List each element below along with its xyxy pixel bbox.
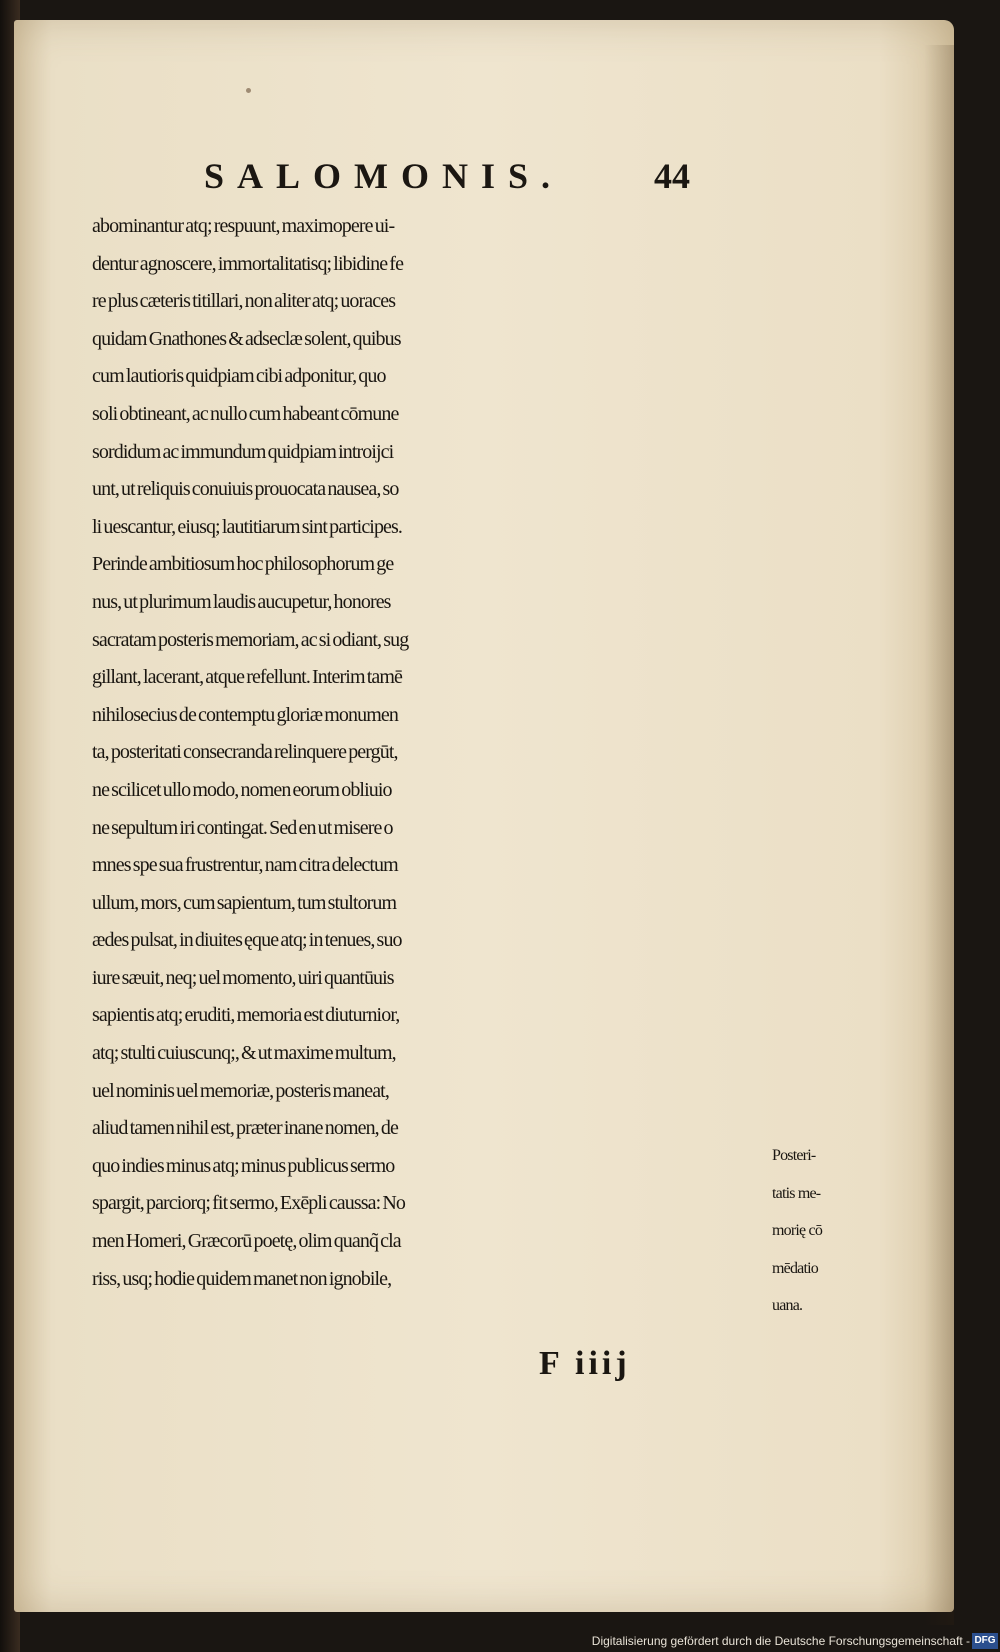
text-line: nihilosecius de contemptu gloriæ monumen xyxy=(92,703,398,726)
text-line: ullum, mors, cum sapientum, tum stultorum xyxy=(92,891,397,914)
text-line: re plus cæteris titillari, non aliter atq; uoraces xyxy=(92,290,396,313)
text-line: ne sepultum iri contingat. Sed en ut misere o xyxy=(92,816,393,839)
margin-note-line: uana. xyxy=(772,1297,803,1315)
text-line: quo indies minus atq; minus publicus sermo xyxy=(92,1154,395,1177)
text-line: gillant, lacerant, atque refellunt. Interim tamē xyxy=(92,666,402,689)
running-head xyxy=(204,155,744,205)
margin-note-line: mēdatio xyxy=(772,1259,818,1277)
text-line: soli obtineant, ac nullo cum habeant cōmune xyxy=(92,402,399,425)
book-page xyxy=(14,20,954,1612)
text-line: atq; stulti cuiuscunq;, & ut maxime multum, xyxy=(92,1042,396,1065)
text-line: ædes pulsat, in diuites ęque atq; in tenues, suo xyxy=(92,929,402,952)
text-line: sacratam posteris memoriam, ac si odiant, sug xyxy=(92,628,409,651)
margin-note-line: morię cō xyxy=(772,1222,823,1240)
text-line: nus, ut plurimum laudis aucupetur, honores xyxy=(92,590,391,613)
page-edge-shading xyxy=(924,45,954,1625)
text-line: ta, posteritati consecranda relinquere pergūt, xyxy=(92,741,398,764)
text-line: iure sæuit, neq; uel momento, uiri quantūuis xyxy=(92,966,394,989)
margin-note xyxy=(772,1137,912,1325)
text-line: Perinde ambitiosum hoc philosophorum ge xyxy=(92,553,394,576)
running-title: SALOMONIS. xyxy=(204,156,564,196)
text-line: li uescantur, eiusq; lautitiarum sint participes. xyxy=(92,515,403,538)
text-line: quidam Gnathones & adseclæ solent, quibus xyxy=(92,327,401,350)
page-number: 44 xyxy=(654,156,690,196)
text-line: aliud tamen nihil est, præter inane nomen, de xyxy=(92,1117,398,1140)
body-text xyxy=(92,208,772,1298)
dfg-logo: DFG xyxy=(972,1633,998,1649)
text-line: mnes spe sua frustrentur, nam citra delectum xyxy=(92,854,398,877)
text-line: unt, ut reliquis conuiuis prouocata nausea, so xyxy=(92,478,399,501)
text-line: dentur agnoscere, immortalitatisq; libidine fe xyxy=(92,252,404,275)
text-line: abominantur atq; respuunt, maximopere ui- xyxy=(92,215,395,237)
text-line: ne scilicet ullo modo, nomen eorum obliuio xyxy=(92,778,392,801)
text-line: sapientis atq; eruditi, memoria est diuturnior, xyxy=(92,1004,400,1027)
digitization-credit: Digitalisierung gefördert durch die Deutsche Forschungsgemeinschaft - xyxy=(591,1634,970,1648)
text-line: riss, usq; hodie quidem manet non ignobile, xyxy=(92,1267,392,1290)
text-line: cum lautioris quidpiam cibi adponitur, quo xyxy=(92,365,386,388)
paper-speck xyxy=(246,88,251,93)
margin-note-line: Posteri- xyxy=(772,1147,816,1164)
text-line: spargit, parciorq; fit sermo, Exēpli caussa: No xyxy=(92,1192,406,1215)
text-line: uel nominis uel memoriæ, posteris maneat, xyxy=(92,1079,389,1102)
signature-mark: F iiij xyxy=(539,1345,631,1382)
text-line: men Homeri, Græcorū poetę, olim quanq̃ cla xyxy=(92,1230,401,1253)
text-line: sordidum ac immundum quidpiam introijci xyxy=(92,440,394,463)
margin-note-line: tatis me- xyxy=(772,1184,821,1202)
